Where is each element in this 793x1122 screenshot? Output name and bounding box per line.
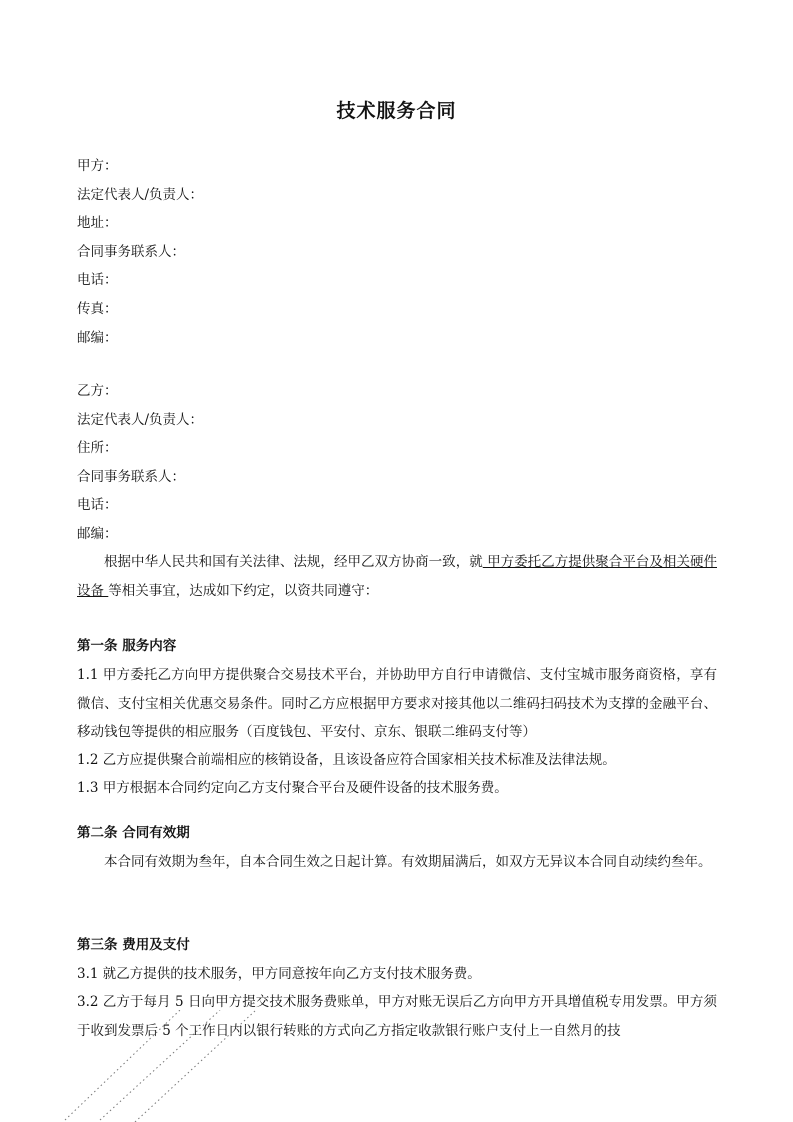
article3-clause-3-2: 3.2 乙方于每月 5 日向甲方提交技术服务费账单，甲方对账无误后乙方向甲方开具增值税专用发票。甲方须于收到发票后 5 个工作日内以银行转账的方式向乙方指定收款银行账户支付上一自然月的技 xyxy=(77,994,717,1039)
party-b-residence: 住所： xyxy=(77,440,118,457)
party-b-representative: 法定代表人/负责人： xyxy=(77,411,204,428)
article1-clause-1-3: 1.3 甲方根据本合同约定向乙方支付聚合平台及硬件设备的技术服务费。 xyxy=(77,780,508,796)
page-corner-dotted-line xyxy=(60,1010,260,1122)
party-b-block xyxy=(77,377,717,549)
article3-clause-3-1: 3.1 就乙方提供的技术服务，甲方同意按年向乙方支付技术服务费。 xyxy=(77,966,481,982)
intro-text-before: 根据中华人民共和国有关法律、法规，经甲乙双方协商一致，就 xyxy=(104,554,483,570)
article1-clause-1-1: 1.1 甲方委托乙方向甲方提供聚合交易技术平台，并协助甲方自行申请微信、支付宝城市服务商资格，享有微信、支付宝相关优惠交易条件。同时乙方应根据甲方要求对接其他以二维码扫码技术为支撑的金融平台、移动钱包等提供的相应服务（百度钱包、平安付、京东、银联二维码支付等） xyxy=(77,667,717,741)
party-a-block xyxy=(77,152,717,352)
party-a-contact: 合同事务联系人： xyxy=(77,243,185,260)
party-a-postcode: 邮编： xyxy=(77,329,118,346)
party-a-fax: 传真： xyxy=(77,300,118,317)
article2-paragraph: 本合同有效期为叁年，自本合同生效之日起计算。有效期届满后，如双方无异议本合同自动续约叁年。 xyxy=(104,854,712,870)
article2-heading: 第二条 合同有效期 xyxy=(77,825,190,841)
article3-heading: 第三条 费用及支付 xyxy=(77,937,190,953)
party-b-name: 乙方： xyxy=(77,383,118,399)
article1-clause-1-2: 1.2 乙方应提供聚合前端相应的核销设备，且该设备应符合国家相关技术标准及法律法规。 xyxy=(77,752,616,768)
party-b-postcode: 邮编： xyxy=(77,525,118,542)
party-b-phone: 电话： xyxy=(77,497,118,514)
intro-text-after: 等相关事宜，达成如下约定，以资共同遵守： xyxy=(108,582,379,599)
party-a-address: 地址： xyxy=(77,215,118,232)
party-a-phone: 电话： xyxy=(77,272,118,289)
document-title: 技术服务合同 xyxy=(336,100,457,122)
party-a-representative: 法定代表人/负责人： xyxy=(77,186,204,203)
intro-paragraph xyxy=(77,548,717,605)
article1-heading: 第一条 服务内容 xyxy=(77,638,177,654)
party-b-contact: 合同事务联系人： xyxy=(77,468,185,485)
intro-underlined-subject: 甲方委托乙方提供聚合平台及相关硬件设备 xyxy=(77,554,717,599)
party-a-name: 甲方： xyxy=(77,158,118,174)
